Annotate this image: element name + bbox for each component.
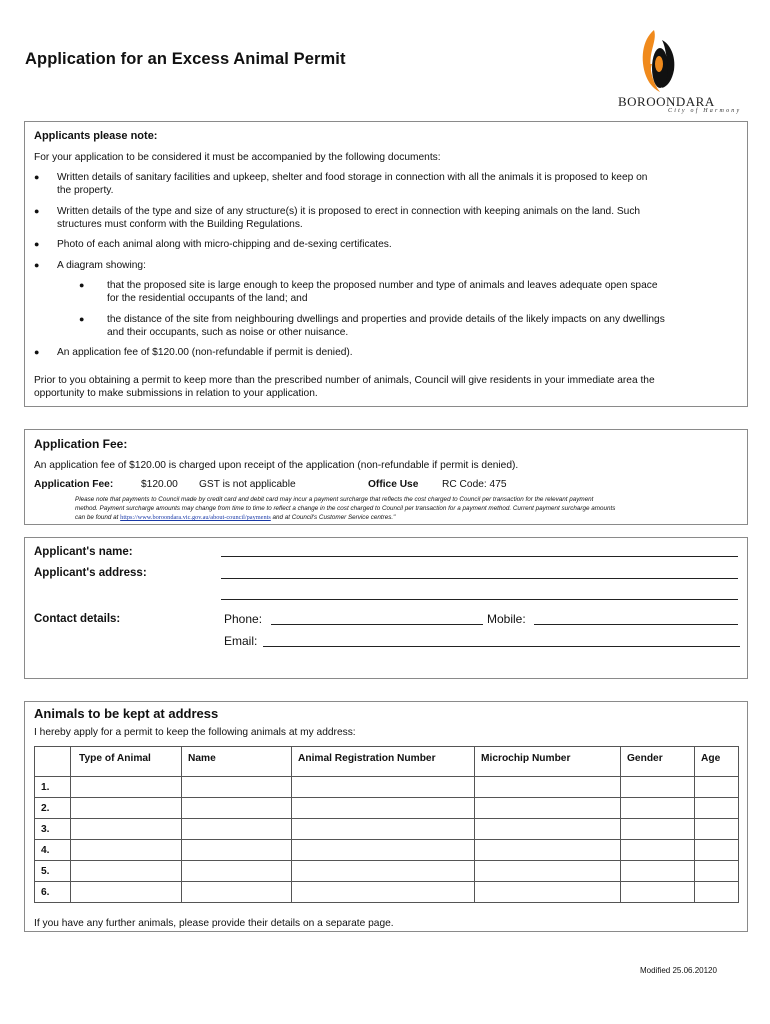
cell[interactable] (621, 777, 695, 798)
applicant-address-field[interactable] (221, 578, 738, 579)
row-number: 5. (35, 861, 71, 882)
cell[interactable] (695, 798, 739, 819)
table-row (35, 840, 739, 861)
fee-heading: Application Fee: (34, 437, 128, 451)
cell[interactable] (621, 861, 695, 882)
list-item: Written details of sanitary facilities and upkeep, shelter and food storage in connection with all the animals it is proposed to keep on (57, 172, 648, 183)
cell[interactable] (475, 798, 621, 819)
bullet-icon: ● (34, 239, 40, 249)
cell[interactable] (475, 882, 621, 903)
mobile-label: Mobile: (487, 612, 526, 626)
modified-date: Modified 25.06.20120 (640, 966, 717, 975)
column-header: Age (695, 747, 739, 777)
applicant-address-field-2[interactable] (221, 599, 738, 600)
surcharge-note: Please note that payments to Council made by credit card and debit card may incur a payment surcharge that reflects the cost charged to Council per transaction for the relevant payment (75, 496, 594, 503)
note-heading: Applicants please note: (34, 130, 158, 142)
column-header: Microchip Number (475, 747, 621, 777)
payments-link[interactable]: https://www.boroondara.vic.gov.au/about-council/payments (120, 514, 271, 521)
list-item: that the proposed site is large enough to keep the proposed number and type of animals and leaves adequate open space (107, 280, 658, 291)
email-field[interactable] (263, 646, 740, 647)
cell[interactable] (292, 798, 475, 819)
cell[interactable] (621, 840, 695, 861)
fee-label: Application Fee: (34, 479, 114, 490)
list-item: Photo of each animal along with micro-chipping and de-sexing certificates. (57, 239, 392, 250)
email-label: Email: (224, 634, 258, 648)
applicant-address-label: Applicant's address: (34, 567, 147, 579)
table-row (35, 882, 739, 903)
bullet-icon: ● (34, 347, 40, 357)
bullet-icon: ● (34, 260, 40, 270)
list-item: the property. (57, 185, 114, 196)
list-item: A diagram showing: (57, 260, 146, 271)
bullet-icon: ● (34, 172, 40, 182)
row-number: 4. (35, 840, 71, 861)
logo-tagline: City of Harmony (668, 108, 742, 114)
cell[interactable] (695, 882, 739, 903)
cell[interactable] (695, 861, 739, 882)
cell[interactable] (292, 840, 475, 861)
cell[interactable] (621, 882, 695, 903)
cell[interactable] (475, 819, 621, 840)
row-number: 2. (35, 798, 71, 819)
animals-heading: Animals to be kept at address (34, 706, 219, 721)
list-item: Written details of the type and size of any structure(s) it is proposed to erect in connection with keeping animals on the land. Such (57, 206, 641, 217)
cell[interactable] (182, 840, 292, 861)
bullet-icon: ● (79, 280, 85, 290)
note-intro: For your application to be considered it must be accompanied by the following documents: (34, 152, 441, 163)
cell[interactable] (182, 777, 292, 798)
cell[interactable] (182, 819, 292, 840)
page-title: Application for an Excess Animal Permit (25, 50, 346, 68)
fee-line: An application fee of $120.00 is charged upon receipt of the application (non-refundable if permit is denied). (34, 460, 519, 471)
cell[interactable] (475, 861, 621, 882)
surcharge-note: can be found at https://www.boroondara.vic.gov.au/about-council/payments and at Council's Customer Service centres." (75, 514, 396, 521)
cell[interactable] (292, 777, 475, 798)
bullet-icon: ● (34, 206, 40, 216)
cell[interactable] (71, 882, 182, 903)
column-header: Gender (621, 747, 695, 777)
mobile-field[interactable] (534, 624, 738, 625)
note-closing: Prior to you obtaining a permit to keep more than the prescribed number of animals, Council will give residents in your immediate area the (34, 375, 655, 386)
column-header: Animal Registration Number (292, 747, 475, 777)
animals-table (34, 746, 739, 903)
note-closing: opportunity to make submissions in relation to your application. (34, 388, 318, 399)
list-item: for the residential occupants of the land; and (107, 293, 308, 304)
cell[interactable] (621, 819, 695, 840)
table-row (35, 861, 739, 882)
row-number: 3. (35, 819, 71, 840)
bullet-icon: ● (79, 314, 85, 324)
office-use-label: Office Use (368, 479, 419, 490)
list-item: and their occupants, such as noise or other nuisance. (107, 327, 349, 338)
phone-label: Phone: (224, 612, 263, 626)
contact-details-label: Contact details: (34, 613, 121, 625)
council-logo (612, 26, 742, 118)
column-header: Name (182, 747, 292, 777)
phone-field[interactable] (271, 624, 483, 625)
cell[interactable] (475, 840, 621, 861)
cell[interactable] (292, 819, 475, 840)
cell[interactable] (71, 798, 182, 819)
cell[interactable] (182, 861, 292, 882)
logo-name: BOROONDARA (618, 94, 715, 109)
column-header-number (35, 747, 71, 777)
cell[interactable] (292, 882, 475, 903)
table-row (35, 819, 739, 840)
cell[interactable] (695, 840, 739, 861)
applicant-name-field[interactable] (221, 556, 738, 557)
column-header: Type of Animal (71, 747, 182, 777)
cell[interactable] (182, 798, 292, 819)
cell[interactable] (71, 861, 182, 882)
cell[interactable] (71, 819, 182, 840)
cell[interactable] (292, 861, 475, 882)
cell[interactable] (71, 777, 182, 798)
applicant-section (24, 537, 748, 679)
cell[interactable] (71, 840, 182, 861)
table-header-row (35, 747, 739, 777)
row-number: 1. (35, 777, 71, 798)
rc-code: RC Code: 475 (442, 479, 507, 490)
animals-footer-note: If you have any further animals, please provide their details on a separate page. (34, 918, 394, 929)
cell[interactable] (695, 777, 739, 798)
list-item: An application fee of $120.00 (non-refundable if permit is denied). (57, 347, 353, 358)
list-item: structures must conform with the Building Regulations. (57, 219, 303, 230)
list-item: the distance of the site from neighbouring dwellings and properties and provide details of the likely impacts on any dwellings (107, 314, 665, 325)
applicant-name-label: Applicant's name: (34, 546, 133, 558)
row-number: 6. (35, 882, 71, 903)
gst-note: GST is not applicable (199, 479, 296, 490)
cell[interactable] (475, 777, 621, 798)
table-row (35, 798, 739, 819)
fee-amount: $120.00 (141, 479, 178, 490)
surcharge-note: method. Payment surcharge amounts may change from time to time to reflect a change in the cost charged to Council per transaction for a payment method. Current payment surcharge amounts (75, 505, 616, 512)
cell[interactable] (182, 882, 292, 903)
cell[interactable] (621, 798, 695, 819)
cell[interactable] (695, 819, 739, 840)
boroondara-emblem-icon (612, 26, 742, 96)
table-row (35, 777, 739, 798)
animals-intro: I hereby apply for a permit to keep the following animals at my address: (34, 727, 356, 738)
